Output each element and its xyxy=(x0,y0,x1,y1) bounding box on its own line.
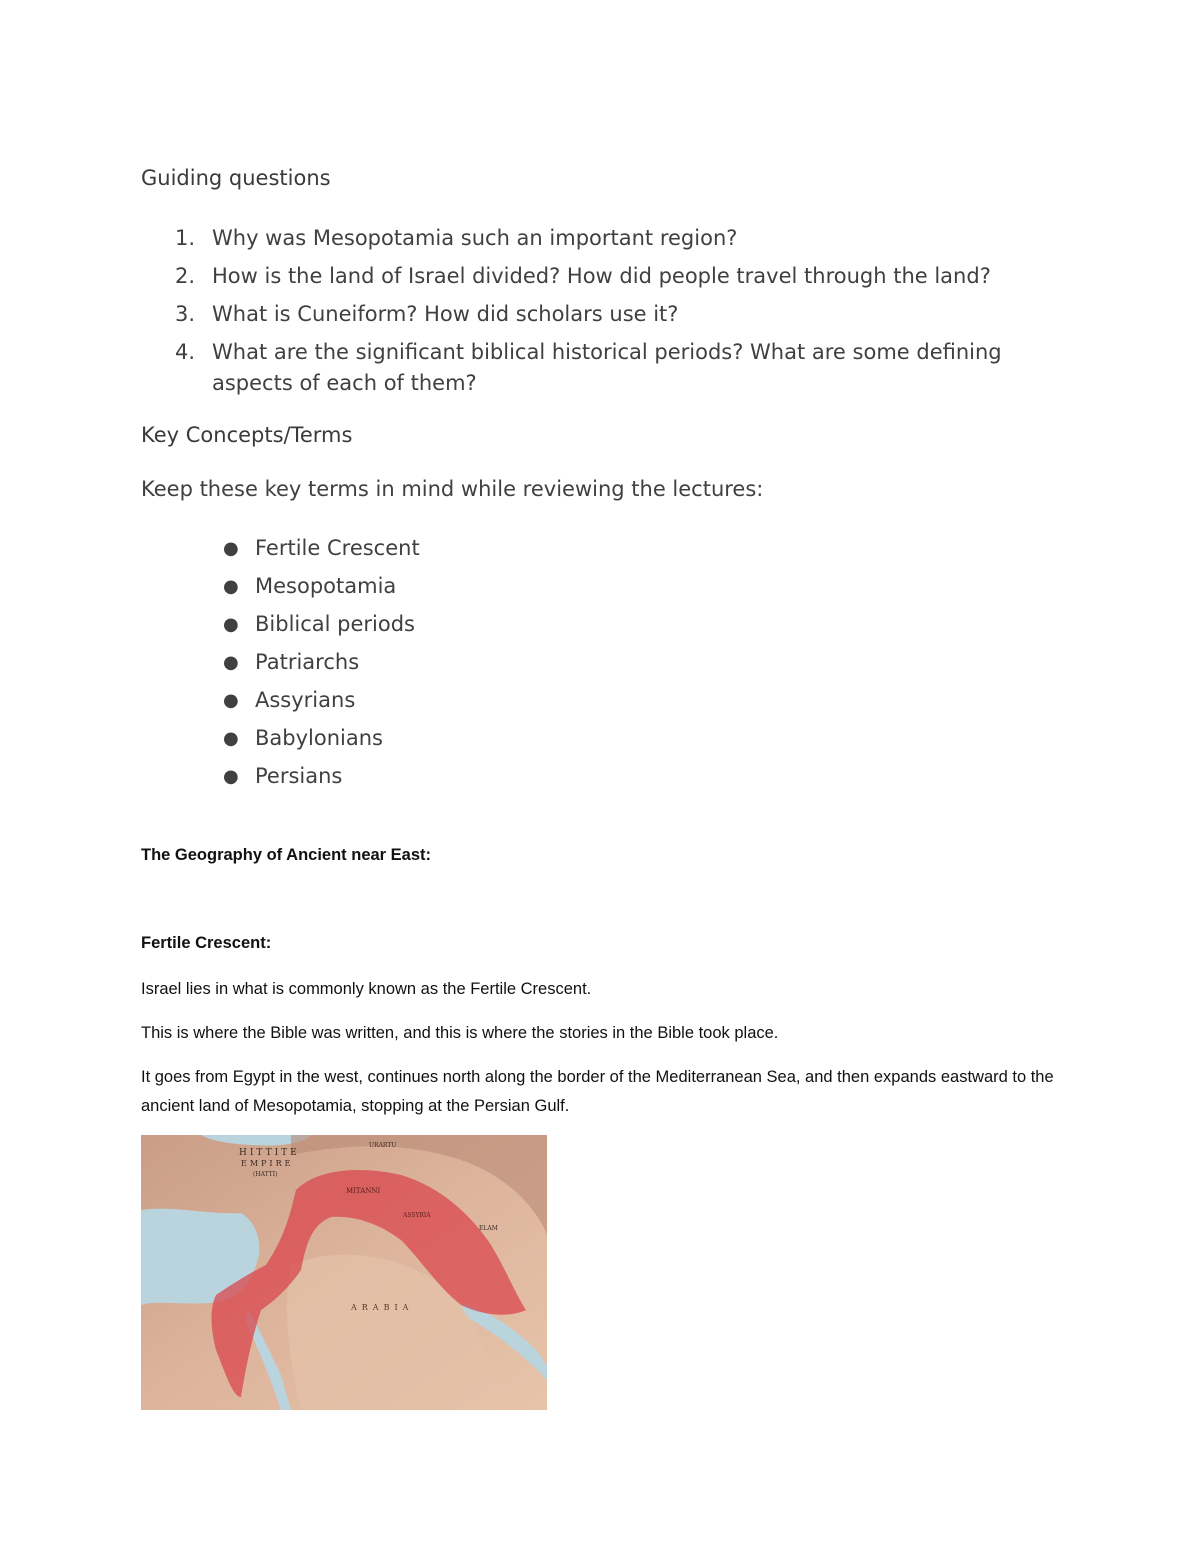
key-terms-list xyxy=(141,533,741,799)
list-item xyxy=(141,223,1101,254)
list-item xyxy=(141,299,1101,330)
list-item xyxy=(141,337,1022,399)
fertile-crescent-heading: Fertile Crescent: xyxy=(141,934,272,952)
guiding-questions-list xyxy=(141,223,1101,406)
guiding-questions-heading: Guiding questions xyxy=(141,166,331,190)
list-item xyxy=(141,685,741,723)
paragraph: It goes from Egypt in the west, continues north along the border of the Mediterranean Sea, and then expands eastward to the ancient land of Mesopotamia, stopping at the Persian Gulf. xyxy=(141,1068,1054,1115)
bullet-icon: ● xyxy=(223,766,239,787)
question-text: How is the land of Israel divided? How did people travel through the land? xyxy=(212,264,991,288)
term-text: Fertile Crescent xyxy=(255,536,420,560)
list-number: 1. xyxy=(175,226,196,250)
map-label: HITTITE xyxy=(239,1148,300,1158)
list-number: 2. xyxy=(175,264,196,288)
bullet-icon: ● xyxy=(223,652,239,673)
list-item xyxy=(141,571,741,609)
geography-heading: The Geography of Ancient near East: xyxy=(141,846,432,864)
fertile-crescent-map xyxy=(141,1135,547,1410)
map-label: URARTU xyxy=(369,1142,397,1149)
bullet-icon: ● xyxy=(223,728,239,749)
list-item xyxy=(141,261,1101,292)
map-label: ELAM xyxy=(479,1225,498,1232)
question-text: What is Cuneiform? How did scholars use it? xyxy=(212,302,679,326)
list-number: 3. xyxy=(175,302,196,326)
list-item xyxy=(141,647,741,685)
term-text: Mesopotamia xyxy=(255,574,397,598)
paragraph: This is where the Bible was written, and this is where the stories in the Bible took place. xyxy=(141,1024,779,1042)
map-image xyxy=(141,1135,547,1410)
map-label: ARABIA xyxy=(351,1303,414,1312)
map-label: (HATTI) xyxy=(253,1171,278,1178)
term-text: Babylonians xyxy=(255,726,383,750)
map-label: EMPIRE xyxy=(241,1159,294,1168)
bullet-icon: ● xyxy=(223,614,239,635)
list-number: 4. xyxy=(175,340,196,364)
bullet-icon: ● xyxy=(223,576,239,597)
term-text: Biblical periods xyxy=(255,612,416,636)
term-text: Persians xyxy=(255,764,343,788)
paragraph: Israel lies in what is commonly known as the Fertile Crescent. xyxy=(141,980,592,998)
list-item xyxy=(141,533,741,571)
list-item xyxy=(141,723,741,761)
map-label: MITANNI xyxy=(346,1187,381,1195)
key-terms-intro: Keep these key terms in mind while reviewing the lectures: xyxy=(141,477,764,501)
question-text: Why was Mesopotamia such an important region? xyxy=(212,226,738,250)
bullet-icon: ● xyxy=(223,538,239,559)
term-text: Assyrians xyxy=(255,688,356,712)
term-text: Patriarchs xyxy=(255,650,360,674)
map-label: ASSYRIA xyxy=(403,1212,431,1219)
list-item xyxy=(141,609,741,647)
bullet-icon: ● xyxy=(223,690,239,711)
list-item xyxy=(141,761,741,799)
question-text: What are the significant biblical historical periods? What are some defining aspects of each of them? xyxy=(212,340,1002,395)
key-concepts-heading: Key Concepts/Terms xyxy=(141,423,353,447)
